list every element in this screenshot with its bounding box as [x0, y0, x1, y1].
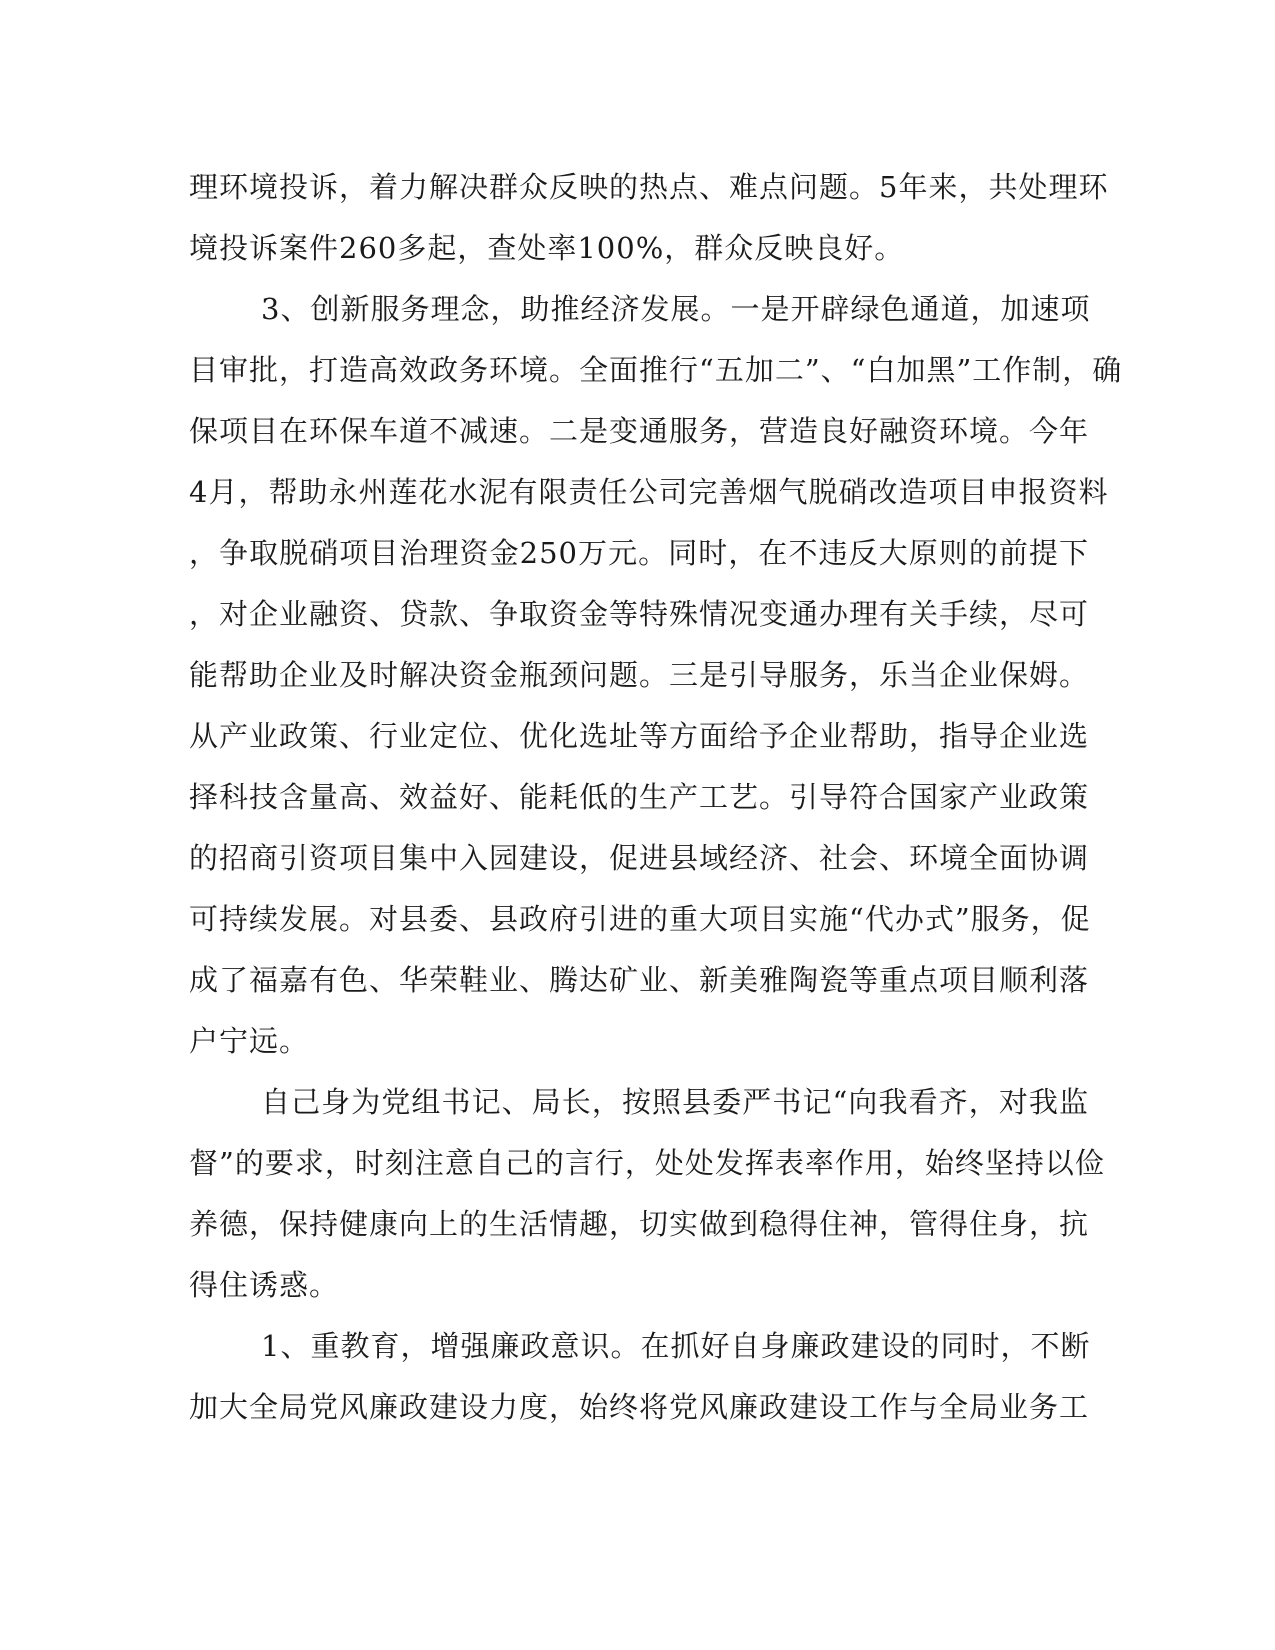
- text-line: 督”的要求，时刻注意自己的言行，处处发挥表率作用，始终坚持以俭: [189, 1146, 1105, 1180]
- text-line: 加大全局党风廉政建设力度，始终将党风廉政建设工作与全局业务工: [189, 1390, 1090, 1424]
- text-line: 3、创新服务理念，助推经济发展。一是开辟绿色通道，加速项: [261, 292, 1091, 326]
- text-line: 成了福嘉有色、华荣鞋业、腾达矿业、新美雅陶瓷等重点项目顺利落: [189, 963, 1090, 997]
- text-line: 1、重教育，增强廉政意识。在抓好自身廉政建设的同时，不断: [261, 1329, 1091, 1363]
- text-line: 从产业政策、行业定位、优化选址等方面给予企业帮助，指导企业选: [189, 719, 1090, 753]
- text-line: 目审批，打造高效政务环境。全面推行“五加二”、“白加黑”工作制，确: [189, 353, 1123, 387]
- text-line: 理环境投诉，着力解决群众反映的热点、难点问题。5年来，共处理环: [189, 170, 1109, 204]
- text-line: 择科技含量高、效益好、能耗低的生产工艺。引导符合国家产业政策: [189, 780, 1090, 814]
- text-line: 自己身为党组书记、局长，按照县委严书记“向我看齐，对我监: [261, 1085, 1089, 1119]
- text-line: 境投诉案件260多起，查处率100%，群众反映良好。: [189, 231, 905, 265]
- text-line: 养德，保持健康向上的生活情趣，切实做到稳得住神，管得住身，抗: [189, 1207, 1090, 1241]
- text-line: 户宁远。: [189, 1024, 310, 1058]
- text-line: 得住诱惑。: [189, 1268, 340, 1302]
- text-line: 可持续发展。对县委、县政府引进的重大项目实施“代办式”服务，促: [189, 902, 1091, 936]
- text-line: 保项目在环保车道不减速。二是变通服务，营造良好融资环境。今年: [189, 414, 1090, 448]
- text-line: ，争取脱硝项目治理资金250万元。同时，在不违反大原则的前提下: [189, 536, 1089, 570]
- text-line: 能帮助企业及时解决资金瓶颈问题。三是引导服务，乐当企业保姆。: [189, 658, 1090, 692]
- text-line: 4月，帮助永州莲花水泥有限责任公司完善烟气脱硝改造项目申报资料: [189, 475, 1109, 509]
- text-line: 的招商引资项目集中入园建设，促进县域经济、社会、环境全面协调: [189, 841, 1090, 875]
- text-line: ，对企业融资、贷款、争取资金等特殊情况变通办理有关手续，尽可: [189, 597, 1090, 631]
- document-body: [189, 157, 1123, 1438]
